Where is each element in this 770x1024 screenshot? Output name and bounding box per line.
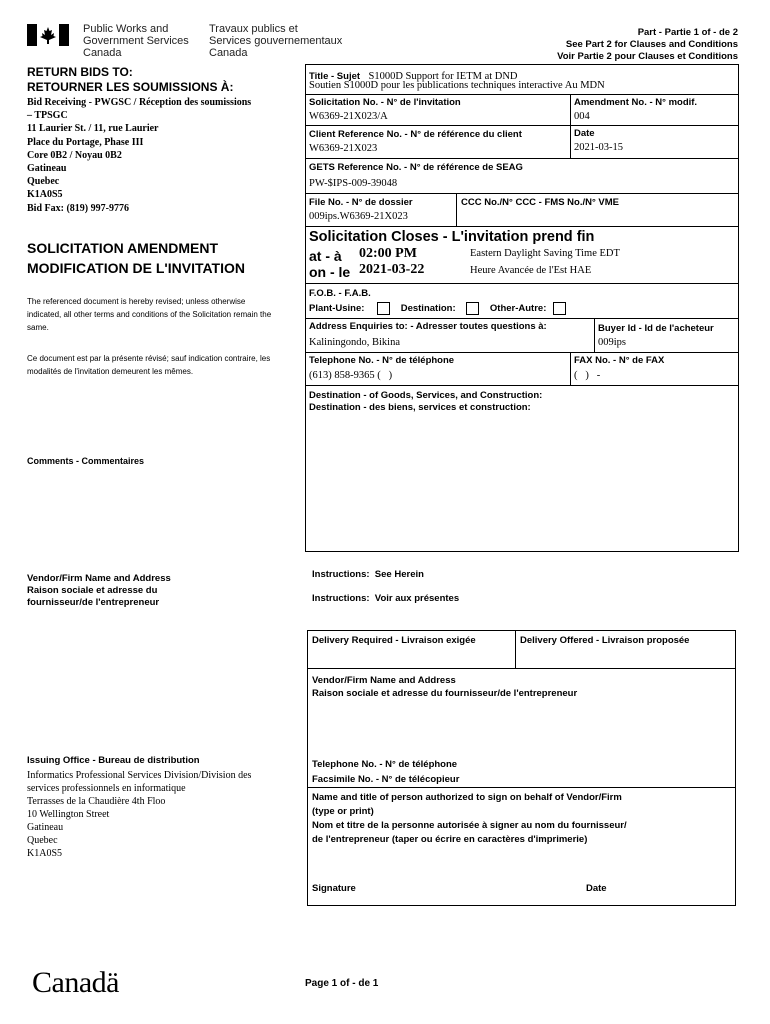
- return-bids-address: Bid Receiving - PWGSC / Réception des soumissions – TPSGC 11 Laurier St. / 11, rue Laurier Place du Portage, Phase III Core 0B2 / Noyau 0B2 Gatineau Quebec K1A0S5 Bid Fax: (819) 997-9776: [27, 97, 252, 214]
- timezone-en: Eastern Daylight Saving Time EDT: [470, 248, 620, 259]
- client-ref-value: W6369-21X023: [309, 143, 378, 154]
- issuing-office-address: Informatics Professional Services Division/Division des services professionnels en informatique Terrasses de la Chaudière 4th Floo 10 Wellington Street Gatineau Quebec K1A0S5: [27, 770, 252, 859]
- fax-value: ( ) -: [574, 370, 601, 381]
- fax-label: FAX No. - N° de FAX: [574, 355, 665, 366]
- closes-on-label: on - le: [309, 264, 351, 280]
- vendor-firm-label: Vendor/Firm Name and Address Raison sociale et adresse du fournisseur/de l'entrepreneur: [312, 675, 578, 699]
- closes-at-label: at - à: [309, 248, 342, 264]
- title-field: Title - Sujet S1000D Support for IETM at DND: [309, 71, 518, 82]
- address-enquiries-value: Kaliningondo, Bikina: [309, 337, 400, 348]
- timezone-fr: Heure Avancée de l'Est HAE: [470, 265, 592, 276]
- title-field-fr: Soutien S1000D pour les publications techniques interactive Au MDN: [309, 80, 605, 91]
- page-number: Page 1 of - de 1: [305, 978, 379, 989]
- date-label: Date: [574, 128, 595, 139]
- solicitation-no-value: W6369-21X023/A: [309, 111, 388, 122]
- client-ref-label: Client Reference No. - N° de référence du client: [309, 129, 522, 140]
- closes-time: 02:00 PM: [359, 246, 417, 261]
- delivery-offered-label: Delivery Offered - Livraison proposée: [520, 635, 690, 646]
- file-no-label: File No. - N° de dossier: [309, 197, 413, 208]
- amendment-text-fr: Ce document est par la présente révisé; sauf indication contraire, les modalités de l'invitation demeurent les mêmes.: [27, 354, 271, 376]
- signature-date-label: Date: [586, 883, 607, 894]
- dept-name-fr: Travaux publics et Services gouvernementaux Canada: [209, 23, 343, 59]
- signature-label: Signature: [312, 883, 356, 894]
- vendor-label: Vendor/Firm Name and Address Raison sociale et adresse du fournisseur/de l'entrepreneur: [27, 573, 171, 608]
- return-bids-title: RETURN BIDS TO: RETOURNER LES SOUMISSIONS À:: [27, 65, 234, 94]
- instructions-en: Instructions: See Herein: [312, 569, 424, 580]
- delivery-required-label: Delivery Required - Livraison exigée: [312, 635, 476, 646]
- dept-name-en: Public Works and Government Services Canada: [83, 23, 189, 59]
- amendment-no-value: 004: [574, 111, 590, 122]
- address-enquiries-label: Address Enquiries to: - Adresser toutes questions à:: [309, 321, 547, 332]
- destination-checkbox[interactable]: [466, 302, 479, 315]
- vendor-telephone-label: Telephone No. - N° de téléphone: [312, 759, 458, 770]
- canada-wordmark: Canadä: [32, 966, 119, 999]
- closes-title: Solicitation Closes - L'invitation prend fin: [309, 229, 595, 245]
- amendment-title: SOLICITATION AMENDMENT MODIFICATION DE L'INVITATION: [27, 240, 245, 276]
- other-checkbox[interactable]: [553, 302, 566, 315]
- part-info: Part - Partie 1 of - de 2 See Part 2 for Clauses and Conditions Voir Partie 2 pour Clauses et Conditions: [557, 27, 738, 62]
- plant-checkbox[interactable]: [377, 302, 390, 315]
- comments-label: Comments - Commentaires: [27, 456, 145, 466]
- buyer-id-value: 009ips: [598, 337, 627, 348]
- amendment-text-en: The referenced document is hereby revised; unless otherwise indicated, all other terms and conditions of the Solicitation remain the same.: [27, 297, 272, 332]
- file-no-value: 009ips.W6369-21X023: [309, 211, 408, 222]
- date-value: 2021-03-15: [574, 142, 623, 153]
- instructions-fr: Instructions: Voir aux présentes: [312, 593, 460, 604]
- fob-label: F.O.B. - F.A.B.: [309, 288, 371, 299]
- telephone-value: (613) 858-9365 ( ): [309, 370, 393, 381]
- canada-flag-icon: [27, 24, 69, 46]
- buyer-id-label: Buyer Id - Id de l'acheteur: [598, 323, 714, 334]
- gets-ref-value: PW-$IPS-009-39048: [309, 178, 398, 189]
- authorized-signer-label: Name and title of person authorized to sign on behalf of Vendor/Firm (type or print) Nom et titre de la personne autorisée à signer au nom du fournisseur/ de l'entrepreneur (taper ou écrire en caractères d'imprimerie): [312, 792, 627, 845]
- ccc-no-label: CCC No./N° CCC - FMS No./N° VME: [461, 197, 620, 208]
- telephone-label: Telephone No. - N° de téléphone: [309, 355, 455, 366]
- gets-ref-label: GETS Reference No. - N° de référence de SEAG: [309, 162, 523, 173]
- issuing-office-label: Issuing Office - Bureau de distribution: [27, 755, 200, 766]
- fob-options: Plant-Usine: Destination: Other-Autre:: [309, 302, 566, 315]
- amendment-no-label: Amendment No. - N° modif.: [574, 97, 698, 108]
- vendor-facsimile-label: Facsimile No. - N° de télécopieur: [312, 774, 460, 785]
- destination-label: Destination - of Goods, Services, and Construction: Destination - des biens, services et construction:: [309, 390, 543, 413]
- closes-date: 2021-03-22: [359, 262, 425, 277]
- solicitation-no-label: Solicitation No. - N° de l'invitation: [309, 97, 461, 108]
